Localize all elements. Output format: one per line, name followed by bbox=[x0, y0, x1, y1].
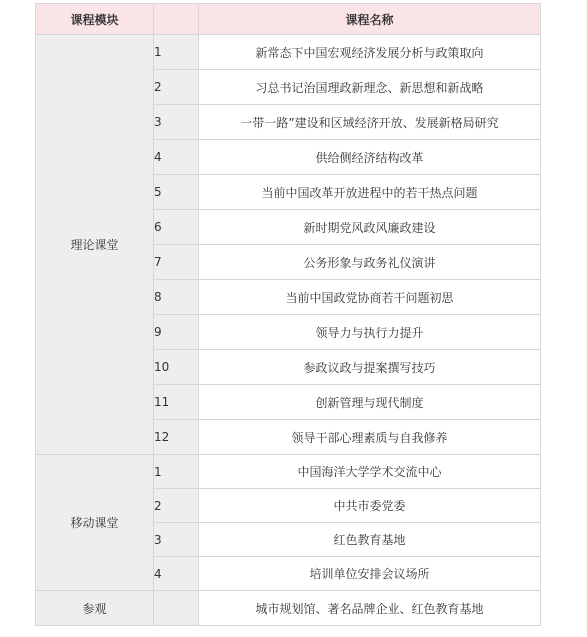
course-table bbox=[35, 3, 541, 626]
row-index: 12 bbox=[154, 420, 199, 455]
course-name: 公务形象与政务礼仪演讲 bbox=[199, 245, 541, 280]
row-index: 1 bbox=[154, 35, 199, 70]
row-index: 7 bbox=[154, 245, 199, 280]
course-name: 参政议政与提案撰写技巧 bbox=[199, 350, 541, 385]
row-index: 8 bbox=[154, 280, 199, 315]
course-name: 领导干部心理素质与自我修养 bbox=[199, 420, 541, 455]
course-name: 新常态下中国宏观经济发展分析与政策取向 bbox=[199, 35, 541, 70]
row-index: 11 bbox=[154, 385, 199, 420]
row-index: 10 bbox=[154, 350, 199, 385]
course-name: 一带一路”建设和区域经济开放、发展新格局研究 bbox=[199, 105, 541, 140]
row-index: 2 bbox=[154, 489, 199, 523]
row-index: 6 bbox=[154, 210, 199, 245]
course-name: 新时期党风政风廉政建设 bbox=[199, 210, 541, 245]
row-index: 4 bbox=[154, 557, 199, 591]
course-name: 红色教育基地 bbox=[199, 523, 541, 557]
module-mobile: 移动课堂 bbox=[36, 455, 154, 591]
course-name: 培训单位安排会议场所 bbox=[199, 557, 541, 591]
module-visit: 参观 bbox=[36, 591, 154, 626]
header-module: 课程模块 bbox=[36, 4, 154, 35]
header-course-name: 课程名称 bbox=[199, 4, 541, 35]
course-name: 城市规划馆、著名品牌企业、红色教育基地 bbox=[199, 591, 541, 626]
row-index: 5 bbox=[154, 175, 199, 210]
row-index: 4 bbox=[154, 140, 199, 175]
header-index bbox=[154, 4, 199, 35]
course-name: 当前中国改革开放进程中的若干热点问题 bbox=[199, 175, 541, 210]
course-name: 创新管理与现代制度 bbox=[199, 385, 541, 420]
table-row bbox=[36, 35, 541, 70]
module-theory: 理论课堂 bbox=[36, 35, 154, 455]
row-index: 2 bbox=[154, 70, 199, 105]
course-name: 供给侧经济结构改革 bbox=[199, 140, 541, 175]
table-header-row bbox=[36, 4, 541, 35]
row-index: 3 bbox=[154, 105, 199, 140]
row-index: 9 bbox=[154, 315, 199, 350]
course-name: 领导力与执行力提升 bbox=[199, 315, 541, 350]
row-index: 3 bbox=[154, 523, 199, 557]
course-name: 中国海洋大学学术交流中心 bbox=[199, 455, 541, 489]
course-name: 中共市委党委 bbox=[199, 489, 541, 523]
row-index bbox=[154, 591, 199, 626]
table-row bbox=[36, 455, 541, 489]
course-name: 当前中国政党协商若干问题初思 bbox=[199, 280, 541, 315]
table-row bbox=[36, 591, 541, 626]
row-index: 1 bbox=[154, 455, 199, 489]
course-name: 习总书记治国理政新理念、新思想和新战略 bbox=[199, 70, 541, 105]
